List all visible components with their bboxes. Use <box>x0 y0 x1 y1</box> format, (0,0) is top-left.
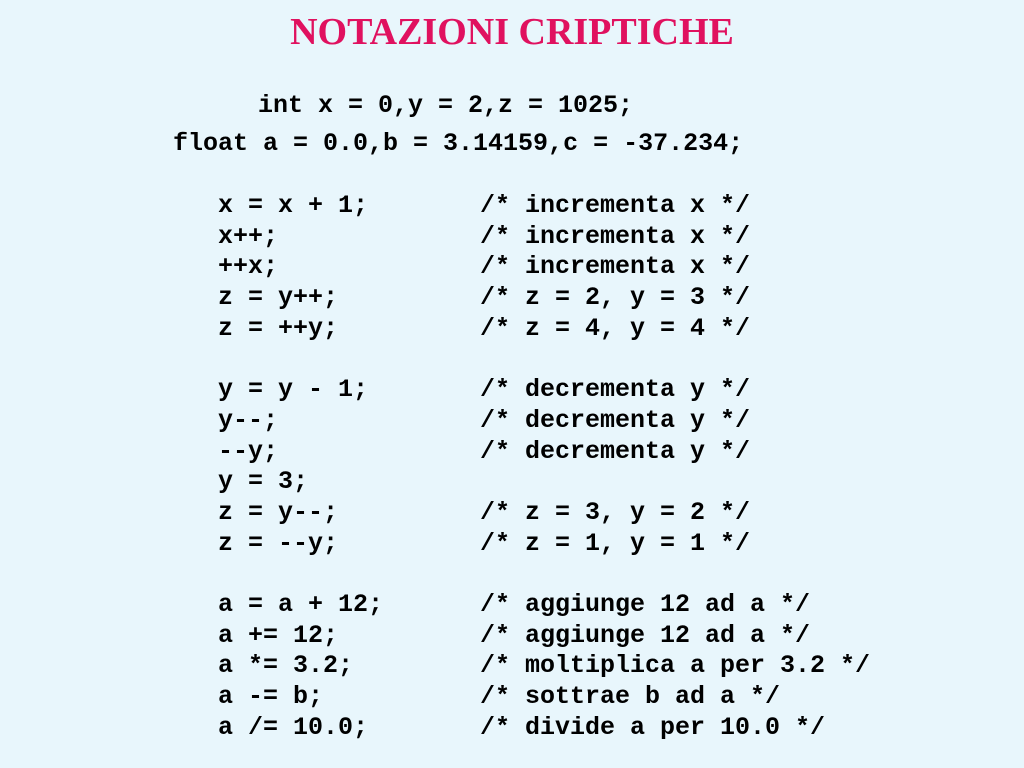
code-statement: z = ++y; <box>218 314 339 343</box>
code-comment: /* decrementa y */ <box>480 375 751 404</box>
code-statement: --y; <box>218 437 279 466</box>
int-declaration: int x = 0,y = 2,z = 1025; <box>258 91 634 120</box>
float-declaration: float a = 0.0,b = 3.14159,c = -37.234; <box>173 129 744 158</box>
code-statement: x++; <box>218 222 279 251</box>
code-comment: /* incrementa x */ <box>480 191 751 220</box>
code-statement: a -= b; <box>218 682 324 711</box>
code-statement: y = y - 1; <box>218 375 369 404</box>
code-statement: y--; <box>218 406 279 435</box>
code-comment: /* decrementa y */ <box>480 406 751 435</box>
code-comment: /* z = 4, y = 4 */ <box>480 314 751 343</box>
code-statement: z = --y; <box>218 529 339 558</box>
slide-title: NOTAZIONI CRIPTICHE <box>290 11 734 53</box>
code-comment: /* divide a per 10.0 */ <box>480 713 826 742</box>
code-comment: /* incrementa x */ <box>480 252 751 281</box>
code-statement: z = y--; <box>218 498 339 527</box>
code-comment: /* moltiplica a per 3.2 */ <box>480 651 871 680</box>
code-comment: /* sottrae b ad a */ <box>480 682 781 711</box>
code-statement: a *= 3.2; <box>218 651 354 680</box>
code-statement: a += 12; <box>218 621 339 650</box>
code-comment: /* z = 1, y = 1 */ <box>480 529 751 558</box>
code-statement: a /= 10.0; <box>218 713 369 742</box>
code-statement: ++x; <box>218 252 279 281</box>
code-comment: /* decrementa y */ <box>480 437 751 466</box>
code-statement: a = a + 12; <box>218 590 384 619</box>
code-comment: /* aggiunge 12 ad a */ <box>480 621 811 650</box>
code-statement: x = x + 1; <box>218 191 369 220</box>
code-statement: y = 3; <box>218 467 309 496</box>
code-statement: z = y++; <box>218 283 339 312</box>
code-comment: /* z = 2, y = 3 */ <box>480 283 751 312</box>
code-comment: /* z = 3, y = 2 */ <box>480 498 751 527</box>
code-comment: /* aggiunge 12 ad a */ <box>480 590 811 619</box>
code-comment: /* incrementa x */ <box>480 222 751 251</box>
